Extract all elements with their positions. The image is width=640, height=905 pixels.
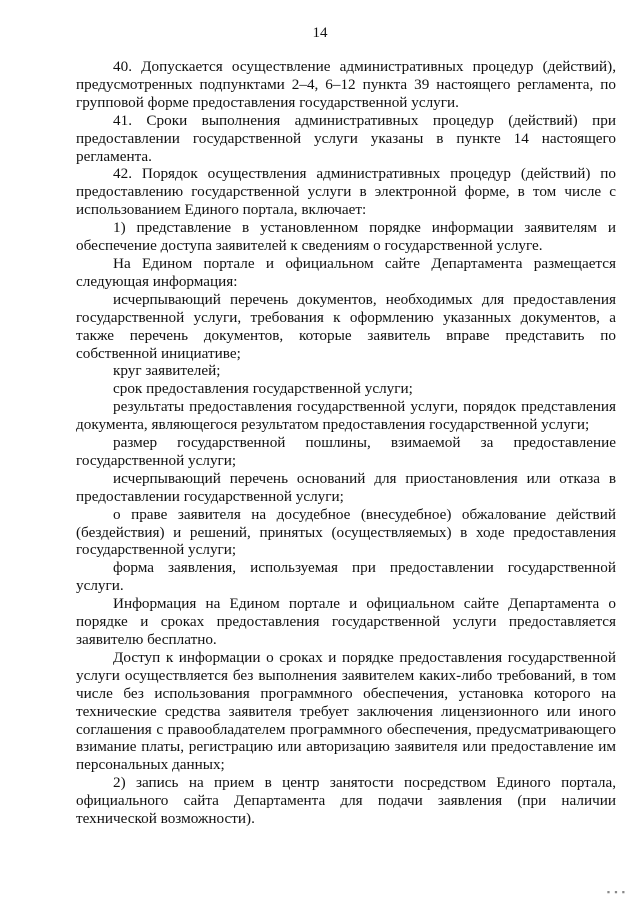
page-number: 14 <box>312 25 328 41</box>
paragraph-appeal-right: о праве заявителя на досудебное (внесудебное) обжалование действий (бездействия) и решений, принятых (осуществляемых) в ходе предоставления государственной услуги; <box>76 505 616 559</box>
paragraph-free-info: Информация на Едином портале и официальном сайте Департамента о порядке и сроках предоставления государственной услуги предоставляется заявителю бесплатно. <box>76 595 616 648</box>
scan-corner-mark: ▪ ▪ ▪ <box>606 887 626 897</box>
paragraph-application-form: форма заявления, используемая при предоставлении государственной услуги. <box>76 559 616 595</box>
paragraph-state-fee: размер государственной пошлины, взимаемой за предоставление государственной услуги; <box>76 434 616 469</box>
paragraph-service-term: срок предоставления государственной услуги; <box>113 380 413 398</box>
paragraph-item-42: 42. Порядок осуществления административных процедур (действий) по предоставлению государственной услуги в электронной форме, в том числе с использованием Единого портала, включает: <box>76 165 616 219</box>
paragraph-service-results: результаты предоставления государственной услуги, порядок представления документа, являющегося результатом предоставления государственной услуги; <box>76 398 616 434</box>
paragraph-subitem-1: 1) представление в установленном порядке информации заявителям и обеспечение доступа заявителей к сведениям о государственной услуге. <box>76 219 616 255</box>
paragraph-applicants: круг заявителей; <box>113 362 221 380</box>
paragraph-info-intro: На Едином портале и официальном сайте Департамента размещается следующая информация: <box>76 254 616 290</box>
document-body <box>76 58 616 828</box>
paragraph-item-41: 41. Сроки выполнения административных процедур (действий) при предоставлении государственной услуги указаны в пункте 14 настоящего регламента. <box>76 111 616 165</box>
paragraph-access-info: Доступ к информации о сроках и порядке предоставления государственной услуги осуществляется без выполнения заявителем каких-либо требований, в том числе без использования программного обеспечения, установка которого на технические средства заявителя требует заключения лицензионного или иного соглашения с правообладателем программного обеспечения, предусматривающего взимание платы, регистрацию или авторизацию заявителя или предоставление им персональных данных; <box>76 648 616 774</box>
paragraph-item-40: 40. Допускается осуществление административных процедур (действий), предусмотренных подпунктами 2–4, 6–12 пункта 39 настоящего регламента, по групповой форме предоставления государственной услуги. <box>76 58 616 111</box>
paragraph-subitem-2: 2) запись на прием в центр занятости посредством Единого портала, официального сайта Департамента для подачи заявления (при наличии технической возможности). <box>76 774 616 828</box>
paragraph-documents-list: исчерпывающий перечень документов, необходимых для предоставления государственной услуги, требования к оформлению указанных документов, а также перечень документов, которые заявитель вправе представить по собственной инициативе; <box>76 290 616 362</box>
paragraph-refusal-grounds: исчерпывающий перечень оснований для приостановления или отказа в предоставлении государственной услуги; <box>76 469 616 505</box>
